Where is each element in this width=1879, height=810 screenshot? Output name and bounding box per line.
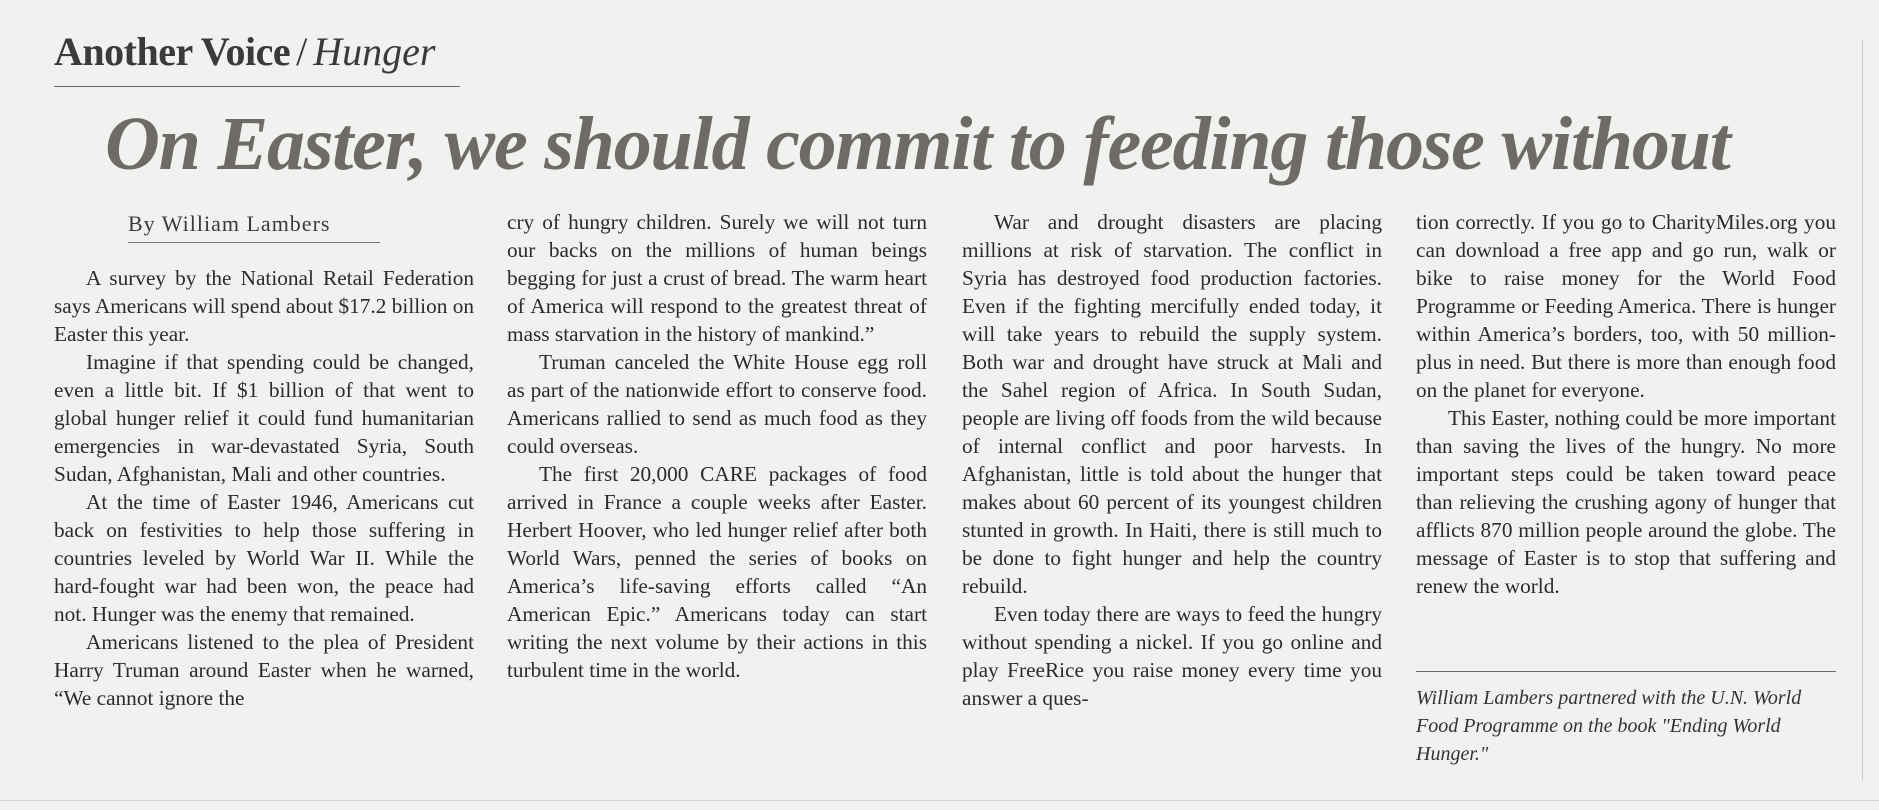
page-edge bbox=[0, 800, 1879, 801]
bio-divider bbox=[1416, 671, 1836, 672]
paragraph: Truman canceled the White House egg roll as part of the nationwide effort to conserve food. Americans rallied to send as much food as they could overseas. bbox=[507, 350, 927, 458]
byline: By William Lambers bbox=[128, 211, 331, 236]
column-1 bbox=[54, 264, 474, 712]
headline: On Easter, we should commit to feeding those without bbox=[105, 102, 1730, 186]
paragraph: At the time of Easter 1946, Americans cut back on festivities to help those suffering in countries leveled by World War II. While the hard-fought war had been won, the peace had not. Hunger was the enemy that remained. bbox=[54, 490, 474, 626]
column-2 bbox=[507, 208, 927, 684]
paragraph: Americans listened to the plea of President Harry Truman around Easter when he warned, “We cannot ignore the bbox=[54, 630, 474, 710]
kicker-topic: Hunger bbox=[313, 29, 436, 74]
column-4 bbox=[1416, 208, 1836, 600]
author-bio: William Lambers partnered with the U.N. World Food Programme on the book "Ending World Hunger." bbox=[1416, 687, 1802, 765]
paragraph-continued: tion correctly. If you go to CharityMiles.org you can download a free app and go run, walk or bike to raise money for the World Food Programme or Feeding America. There is hunger within America’s borders, too, with 50 million-plus in need. But there is more than enough food on the planet for everyone. bbox=[1416, 210, 1836, 402]
paragraph-continued: cry of hungry children. Surely we will not turn our backs on the millions of human beings begging for just a crust of bread. The warm heart of America will respond to the greatest threat of mass starvation in the history of mankind.” bbox=[507, 210, 927, 346]
paragraph: The first 20,000 CARE packages of food arrived in France a couple weeks after Easter. Herbert Hoover, who led hunger relief after both World Wars, penned the series of books on America’s life-saving efforts called “An American Epic.” Americans today can start writing the next volume by their actions in this turbulent time in the world. bbox=[507, 462, 927, 682]
byline-underline bbox=[128, 242, 380, 243]
column-3 bbox=[962, 208, 1382, 712]
paragraph: A survey by the National Retail Federation says Americans will spend about $17.2 billion on Easter this year. bbox=[54, 266, 474, 346]
section-kicker bbox=[54, 28, 435, 76]
paragraph: This Easter, nothing could be more important than saving the lives of the hungry. No more important steps could be taken toward peace than relieving the crushing agony of hunger that afflicts 870 million people around the globe. The message of Easter is to stop that suffering and renew the world. bbox=[1416, 406, 1836, 598]
kicker-separator: / bbox=[296, 29, 308, 74]
paragraph: Imagine if that spending could be changed, even a little bit. If $1 billion of that went to global hunger relief it could fund humanitarian emergencies in war-devastated Syria, South Sudan, Afghanistan, Mali and other countries. bbox=[54, 350, 474, 486]
kicker-title: Another Voice bbox=[54, 29, 291, 74]
paragraph: War and drought disasters are placing millions at risk of starvation. The conflict in Syria has destroyed food production factories. Even if the fighting mercifully ended today, it will take years to rebuild the supply system. Both war and drought have struck at Mali and the Sahel region of Africa. In South Sudan, people are living off foods from the wild because of internal conflict and poor harvests. In Afghanistan, little is told about the hunger that makes about 60 percent of its youngest children stunted in growth. In Haiti, there is still much to be done to fight hunger and help the country rebuild. bbox=[962, 210, 1382, 598]
kicker-underline bbox=[54, 86, 460, 87]
paragraph: Even today there are ways to feed the hungry without spending a nickel. If you go online and play FreeRice you raise money every time you answer a ques- bbox=[962, 602, 1382, 710]
column-divider bbox=[1862, 40, 1863, 780]
